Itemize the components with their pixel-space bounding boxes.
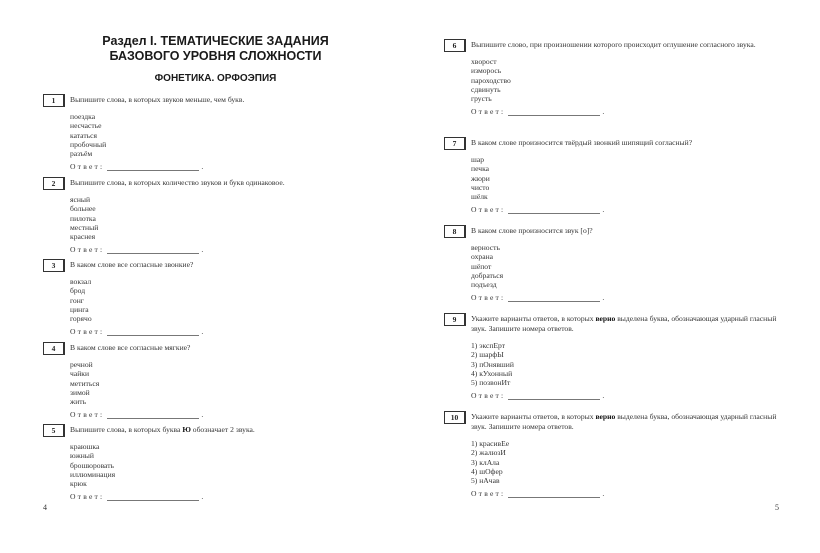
answer-input-line[interactable] (107, 410, 199, 419)
answer-option: местный (70, 222, 99, 232)
answer-label: Ответ: (471, 205, 506, 215)
task-10 (444, 411, 779, 498)
answer-option: чайки (70, 369, 90, 379)
answer-label: Ответ: (471, 391, 506, 401)
answer-end-period: . (602, 293, 605, 303)
question-text: Укажите варианты ответов, в которых (471, 412, 596, 421)
answer-option: вокзал (70, 277, 92, 286)
question-text: Выпишите слова, в которых буква (70, 425, 183, 434)
task-number-box: 7 (444, 137, 466, 150)
answer-end-period: . (602, 391, 605, 401)
answer-option: 3) пОнявший (471, 359, 514, 369)
task-number-box: 6 (444, 39, 466, 52)
answer-row (471, 107, 779, 116)
task-9 (444, 313, 779, 400)
answer-end-period: . (602, 489, 605, 499)
answer-options (70, 277, 378, 323)
task-question (70, 177, 378, 188)
answer-option: 1) красивЕе (471, 439, 510, 448)
page-number-left: 4 (43, 503, 47, 512)
answer-options (471, 439, 779, 485)
task-number-box: 3 (43, 259, 65, 272)
answer-option: 5) нАчав (471, 476, 500, 486)
task-number-box: 8 (444, 225, 466, 238)
answer-end-period: . (201, 245, 204, 255)
answer-option: охрана (471, 252, 494, 262)
answer-option: шар (471, 155, 485, 164)
question-text: Укажите варианты ответов, в которых (471, 314, 596, 323)
answer-option: брод (70, 286, 86, 296)
answer-option: иллюминация (70, 469, 116, 479)
answer-label: Ответ: (471, 293, 506, 303)
answer-options (471, 243, 779, 289)
answer-row (471, 391, 779, 400)
question-text: В каком слове произносится звук [о]? (471, 226, 593, 235)
section-title-line-1: Раздел I. ТЕМАТИЧЕСКИЕ ЗАДАНИЯ (102, 34, 329, 48)
answer-end-period: . (602, 205, 605, 215)
answer-option: 5) позвонИт (471, 378, 511, 388)
task-3 (43, 259, 378, 336)
answer-row (471, 293, 779, 302)
answer-input-line[interactable] (107, 162, 199, 171)
answer-option: 2) шарфЫ (471, 350, 504, 360)
answer-option: шёпот (471, 261, 492, 271)
question-text: верно (595, 412, 616, 421)
answer-option: пилотка (70, 213, 96, 223)
answer-options (471, 57, 779, 103)
answer-label: Ответ: (471, 489, 506, 499)
answer-option: хворост (471, 57, 497, 66)
topic-heading: ФОНЕТИКА. ОРФОЭПИЯ (154, 73, 277, 84)
answer-row (70, 162, 378, 171)
answer-option: 4) кУхонный (471, 368, 513, 378)
answer-options (70, 112, 378, 158)
answer-input-line[interactable] (508, 205, 600, 214)
answer-option: 4) шОфер (471, 466, 503, 476)
answer-option: краснея (70, 232, 96, 242)
task-question (471, 313, 779, 334)
question-text: Выпишите слова, в которых звуков меньше, чем букв. (70, 95, 245, 104)
answer-option: несчастье (70, 121, 102, 131)
question-text: верно (595, 314, 616, 323)
answer-options (471, 341, 779, 387)
answer-option: грусть (471, 94, 492, 104)
answer-label: Ответ: (70, 245, 105, 255)
answer-option: речной (70, 360, 93, 369)
answer-option: южный (70, 451, 94, 461)
answer-option: кататься (70, 130, 97, 140)
section-title (43, 34, 388, 64)
task-question (471, 225, 779, 236)
answer-option: шёлк (471, 192, 488, 202)
task-number-box: 5 (43, 424, 65, 437)
task-question (70, 342, 378, 353)
task-1 (43, 94, 378, 171)
answer-row (70, 245, 378, 254)
answer-option: изморось (471, 66, 502, 76)
right-page (410, 0, 820, 553)
question-text: Выпишите слова, в которых количество звуков и букв одинаковое. (70, 178, 285, 187)
answer-option: сдвинуть (471, 84, 501, 94)
answer-label: Ответ: (70, 492, 105, 502)
answer-option: жить (70, 397, 87, 407)
task-question (70, 424, 378, 435)
task-5 (43, 424, 378, 501)
answer-end-period: . (201, 327, 204, 337)
answer-label: Ответ: (70, 162, 105, 172)
task-number-box: 9 (444, 313, 466, 326)
answer-end-period: . (602, 107, 605, 117)
answer-label: Ответ: (471, 107, 506, 117)
answer-option: 1) экспЕрт (471, 341, 506, 350)
answer-input-line[interactable] (508, 293, 600, 302)
task-question (471, 137, 779, 148)
question-text: Ю (182, 425, 191, 434)
answer-input-line[interactable] (508, 391, 600, 400)
task-7 (444, 137, 779, 214)
answer-option: подъезд (471, 280, 497, 290)
task-question (471, 411, 779, 432)
task-question (70, 259, 378, 270)
answer-option: жюри (471, 173, 490, 183)
task-number-box: 4 (43, 342, 65, 355)
answer-option: брошюровать (70, 460, 115, 470)
answer-option: разъём (70, 149, 93, 159)
answer-option: гонг (70, 295, 84, 305)
answer-option: цинга (70, 304, 89, 314)
answer-option: добраться (471, 270, 504, 280)
answer-end-period: . (201, 492, 204, 502)
answer-row (70, 410, 378, 419)
answer-options (70, 442, 378, 488)
answer-option: пробочный (70, 139, 107, 149)
question-text: В каком слове все согласные звонкие? (70, 260, 194, 269)
task-4 (43, 342, 378, 419)
answer-option: пароходство (471, 75, 511, 85)
answer-option: 2) жалюзИ (471, 448, 506, 458)
task-question (471, 39, 779, 50)
answer-input-line[interactable] (107, 327, 199, 336)
answer-option: печка (471, 164, 490, 174)
answer-option: зимой (70, 387, 90, 397)
question-text: обозначает 2 звука. (190, 425, 255, 434)
answer-option: верность (471, 243, 500, 252)
answer-option: крюк (70, 479, 87, 489)
question-text: В каком слове все согласные мягкие? (70, 343, 191, 352)
answer-end-period: . (201, 410, 204, 420)
answer-input-line[interactable] (508, 489, 600, 498)
answer-row (70, 492, 378, 501)
answer-input-line[interactable] (508, 107, 600, 116)
answer-option: ясный (70, 195, 91, 204)
task-8 (444, 225, 779, 302)
answer-row (471, 205, 779, 214)
answer-option: чисто (471, 182, 490, 192)
page-number-right: 5 (775, 503, 779, 512)
answer-options (70, 360, 378, 406)
answer-input-line[interactable] (107, 245, 199, 254)
task-6 (444, 39, 779, 116)
answer-option: краюшка (70, 442, 100, 451)
question-text: выделена буква, обозначающая ударный гласный звук. Запишите номера ответов. (471, 412, 777, 431)
answer-label: Ответ: (70, 327, 105, 337)
answer-options (70, 195, 378, 241)
task-2 (43, 177, 378, 254)
question-text: В каком слове произносится твёрдый звонкий шипящий согласный? (471, 138, 693, 147)
answer-row (70, 327, 378, 336)
task-number-box: 1 (43, 94, 65, 107)
answer-option: поездка (70, 112, 96, 121)
answer-option: больнее (70, 204, 96, 214)
question-text: выделена буква, обозначающая ударный гласный звук. Запишите номера ответов. (471, 314, 777, 333)
task-number-box: 2 (43, 177, 65, 190)
answer-option: метиться (70, 378, 100, 388)
task-question (70, 94, 378, 105)
question-text: Выпишите слово, при произношении которого происходит оглушение согласного звука. (471, 40, 756, 49)
section-title-line-2: БАЗОВОГО УРОВНЯ СЛОЖНОСТИ (109, 49, 322, 63)
answer-input-line[interactable] (107, 492, 199, 501)
answer-row (471, 489, 779, 498)
answer-option: горячо (70, 314, 92, 324)
answer-options (471, 155, 779, 201)
answer-end-period: . (201, 162, 204, 172)
answer-label: Ответ: (70, 410, 105, 420)
answer-option: 3) клАла (471, 457, 500, 467)
task-number-box: 10 (444, 411, 466, 424)
